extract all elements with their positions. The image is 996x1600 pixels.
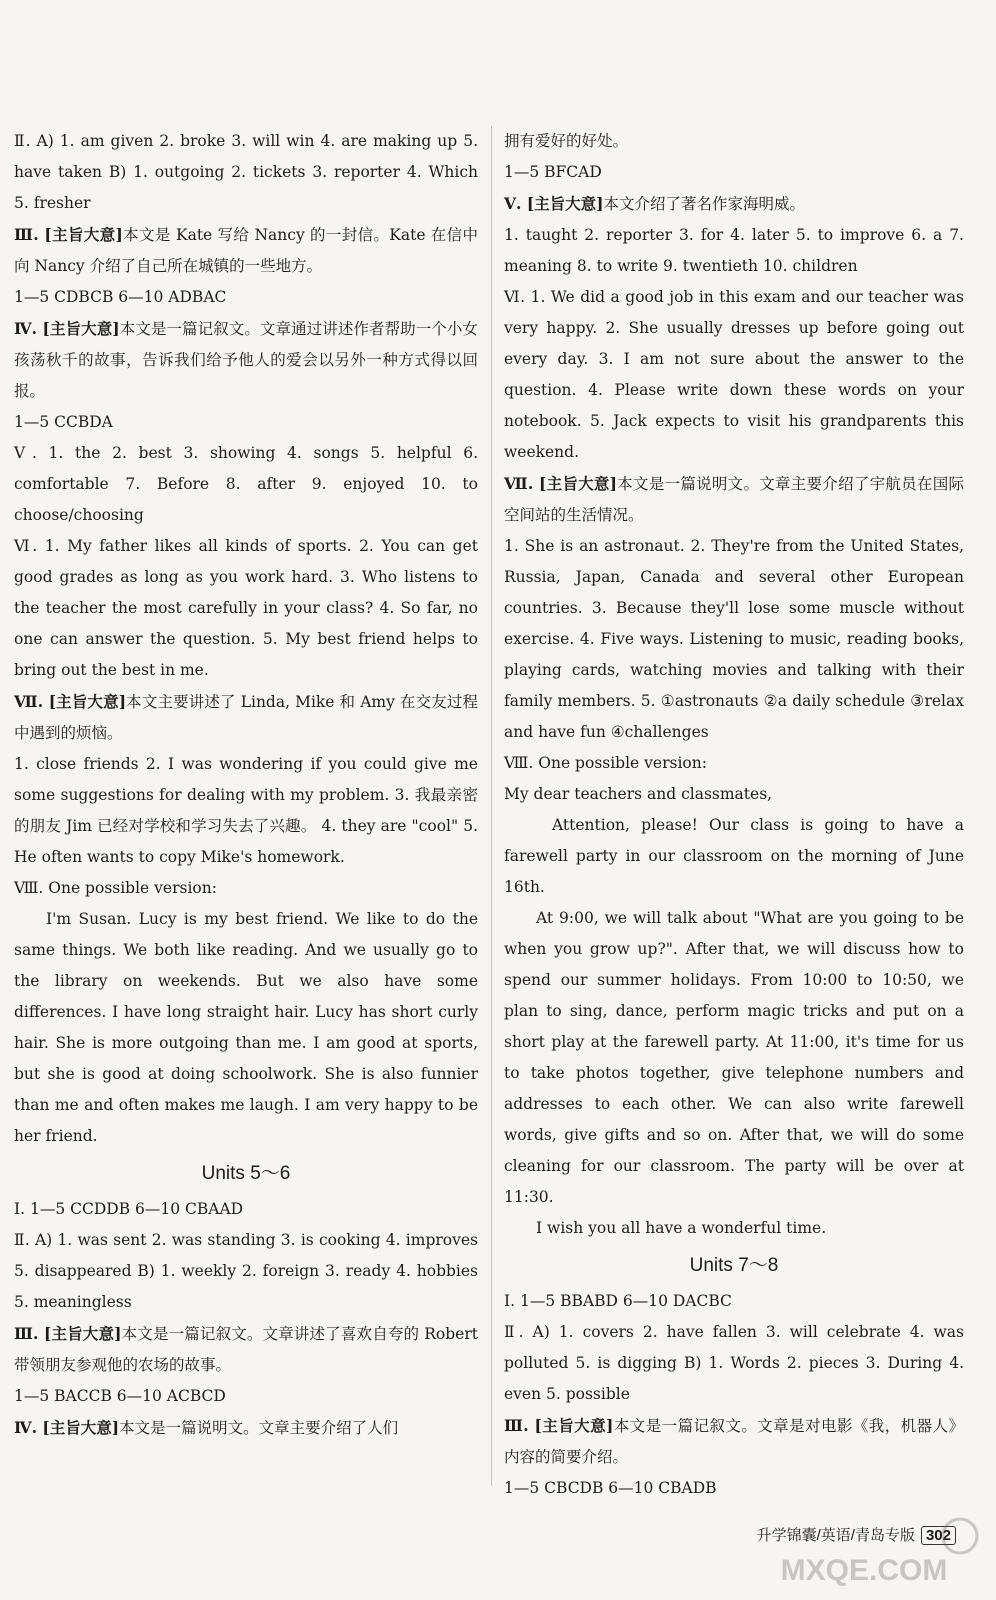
answer-paragraph xyxy=(504,126,964,157)
answer-paragraph xyxy=(14,873,478,904)
watermark-ring xyxy=(943,1519,977,1553)
paragraph-text: Ⅱ. A) 1. am given 2. broke 3. will win 4. are making up 5. have taken B) 1. outgoing 2. tickets 3. reporter 4. Which 5. fresher xyxy=(14,132,478,212)
paragraph-text: Ⅵ. 1. My father likes all kinds of sports. 2. You can get good grades as long as you work hard. 3. Who listens to the teacher the most carefully in your class? 4. So far, no one can answer the question. 5. My best friend helps to bring out the best in me. xyxy=(14,537,478,679)
left-answers-block-1 xyxy=(14,126,478,1152)
answer-paragraph xyxy=(14,407,478,438)
section-tag: Ⅳ. [主旨大意] xyxy=(14,1418,120,1437)
answer-paragraph xyxy=(14,749,478,873)
paragraph-text: Ⅱ. A) 1. covers 2. have fallen 3. will celebrate 4. was polluted 5. is digging B) 1. Words 2. pieces 3. During 4. even 5. possible xyxy=(504,1323,964,1403)
paragraph-text: I'm Susan. Lucy is my best friend. We like to do the same things. We both like reading. And we usually go to the library on weekends. But we also have some differences. I have long straight hair. Lucy has short curly hair. She is more outgoing than me. I am good at sports, but she is good at doing schoolwork. She is also funnier than me and often makes me laugh. I am very happy to be her friend. xyxy=(14,910,478,1145)
answer-paragraph xyxy=(504,531,964,748)
section-tag: Ⅶ. [主旨大意] xyxy=(14,692,127,711)
left-answers-block-2 xyxy=(14,1194,478,1444)
paragraph-text: 本文是一篇记叙文。文章讲述了喜欢自夸的 Robert 带领朋友参观他的农场的故事。 xyxy=(14,1325,478,1374)
watermark-text: MXQE.COM xyxy=(780,1554,948,1587)
unit-heading-5-6: Units 5～6 xyxy=(201,1163,291,1184)
section-tag: Ⅲ. [主旨大意] xyxy=(14,225,123,244)
paragraph-text: Ⅵ. 1. We did a good job in this exam and our teacher was very happy. 2. She usually dresses up before going out every day. 3. I am not sure about the answer to the question. 4. Please write down these words on your notebook. 5. Jack expects to visit his grandparents this weekend. xyxy=(504,288,964,461)
paragraph-text: My dear teachers and classmates, xyxy=(504,785,773,803)
paragraph-text: 本文是一篇说明文。文章主要介绍了人们 xyxy=(119,1419,399,1437)
section-tag: Ⅴ. [主旨大意] xyxy=(504,194,604,213)
answer-paragraph xyxy=(14,313,478,407)
right-column xyxy=(504,126,964,1504)
paragraph-text: 本文介绍了著名作家海明威。 xyxy=(603,195,806,213)
answer-paragraph xyxy=(504,1317,964,1410)
answer-paragraph xyxy=(14,686,478,749)
answer-paragraph xyxy=(504,1286,964,1317)
answer-paragraph xyxy=(504,1410,964,1473)
paragraph-text: Ⅷ. One possible version: xyxy=(504,754,707,772)
column-divider xyxy=(491,126,492,1486)
paragraph-text: 本文是一篇记叙文。文章通过讲述作者帮助一个小女孩荡秋千的故事，告诉我们给予他人的爱会以另外一种方式得以回报。 xyxy=(14,320,478,400)
paragraph-text: 1—5 BFCAD xyxy=(504,163,602,181)
answer-paragraph xyxy=(504,157,964,188)
right-answers-block-1 xyxy=(504,126,964,1244)
paragraph-text: Ⅷ. One possible version: xyxy=(14,879,217,897)
paragraph-text: Ⅱ. A) 1. was sent 2. was standing 3. is cooking 4. improves 5. disappeared B) 1. weekly 2. foreign 3. ready 4. hobbies 5. meaningless xyxy=(14,1231,478,1311)
section-tag: Ⅲ. [主旨大意] xyxy=(504,1416,614,1435)
answer-paragraph xyxy=(504,748,964,779)
answer-paragraph xyxy=(14,1318,478,1381)
page-number: 302 xyxy=(921,1526,956,1545)
paragraph-text: 本文是一篇说明文。文章主要介绍了宇航员在国际空间站的生活情况。 xyxy=(504,475,964,524)
section-tag: Ⅳ. [主旨大意] xyxy=(14,319,120,338)
paragraph-text: 拥有爱好的好处。 xyxy=(504,132,629,150)
left-column xyxy=(14,126,478,1444)
answer-paragraph xyxy=(14,282,478,313)
paragraph-text: 1. She is an astronaut. 2. They're from the United States, Russia, Japan, Canada and several other European countries. 3. Because they'll lose some muscle without exercise. 4. Five ways. Listening to music, reading books, playing cards, watching movies and talking with their family members. 5. ①astronauts ②a daily schedule ③relax and have fun ④challenges xyxy=(504,537,964,741)
right-answers-block-2 xyxy=(504,1286,964,1504)
section-tag: Ⅲ. [主旨大意] xyxy=(14,1324,122,1343)
answer-paragraph xyxy=(504,188,964,220)
paragraph-text: 本文主要讲述了 Linda, Mike 和 Amy 在交友过程中遇到的烦恼。 xyxy=(14,693,478,742)
answer-paragraph xyxy=(14,904,478,1152)
answer-paragraph xyxy=(504,220,964,282)
section-tag: Ⅶ. [主旨大意] xyxy=(504,474,617,493)
paragraph-text: 1—5 CDBCB 6—10 ADBAC xyxy=(14,288,227,306)
answer-paragraph xyxy=(14,438,478,531)
paragraph-text: 1—5 BACCB 6—10 ACBCD xyxy=(14,1387,226,1405)
answer-paragraph xyxy=(14,1194,478,1225)
answer-paragraph xyxy=(504,810,964,903)
paragraph-text: 1. close friends 2. I was wondering if you could give me some suggestions for dealing with my problem. 3. 我最亲密的朋友 Jim 已经对学校和学习失去了兴趣。 4. they are "cool" 5. He often wants to copy Mike's homework. xyxy=(14,755,478,866)
answer-paragraph xyxy=(14,126,478,219)
answer-paragraph xyxy=(14,531,478,686)
paragraph-text: Ⅴ. 1. the 2. best 3. showing 4. songs 5. helpful 6. comfortable 7. Before 8. after 9. enjoyed 10. to choose/choosing xyxy=(14,444,478,524)
paragraph-text: 本文是 Kate 写给 Nancy 的一封信。Kate 在信中向 Nancy 介绍了自己所在城镇的一些地方。 xyxy=(14,226,478,275)
answer-paragraph xyxy=(504,779,964,810)
paragraph-text: Ⅰ. 1—5 CCDDB 6—10 CBAAD xyxy=(14,1200,244,1218)
paragraph-text: Attention, please! Our class is going to have a farewell party in our classroom on the morning of June 16th. xyxy=(504,816,964,896)
paragraph-text: 本文是一篇记叙文。文章是对电影《我，机器人》内容的简要介绍。 xyxy=(504,1417,964,1466)
answer-paragraph xyxy=(504,468,964,531)
answer-paragraph xyxy=(504,903,964,1213)
footer-book-title: 升学锦囊/英语/青岛专版 xyxy=(756,1527,915,1544)
answer-paragraph xyxy=(504,1473,964,1504)
answer-paragraph xyxy=(504,282,964,468)
paragraph-text: 1—5 CCBDA xyxy=(14,413,113,431)
paragraph-text: I wish you all have a wonderful time. xyxy=(536,1219,827,1237)
paragraph-text: 1—5 CBCDB 6—10 CBADB xyxy=(504,1479,717,1497)
answer-paragraph xyxy=(14,1381,478,1412)
paragraph-text: At 9:00, we will talk about "What are you going to be when you grow up?". After that, we will discuss how to spend our summer holidays. From 10:00 to 10:50, we plan to sing, dance, perform magic tricks and put on a short play at the farewell party. At 11:00, it's time for us to take photos together, give telephone numbers and addresses to each other. We can also write farewell words, give gifts and so on. After that, we will do some cleaning for our classroom. The party will be over at 11:30. xyxy=(504,909,964,1206)
watermark-logo xyxy=(764,1510,986,1590)
paragraph-text: 1. taught 2. reporter 3. for 4. later 5. to improve 6. a 7. meaning 8. to write 9. twentieth 10. children xyxy=(504,226,964,275)
answer-paragraph xyxy=(14,1412,478,1444)
answer-paragraph xyxy=(14,1225,478,1318)
unit-heading-7-8: Units 7～8 xyxy=(689,1255,779,1276)
answer-paragraph xyxy=(14,219,478,282)
answer-paragraph xyxy=(504,1213,964,1244)
paragraph-text: Ⅰ. 1—5 BBABD 6—10 DACBC xyxy=(504,1292,732,1310)
